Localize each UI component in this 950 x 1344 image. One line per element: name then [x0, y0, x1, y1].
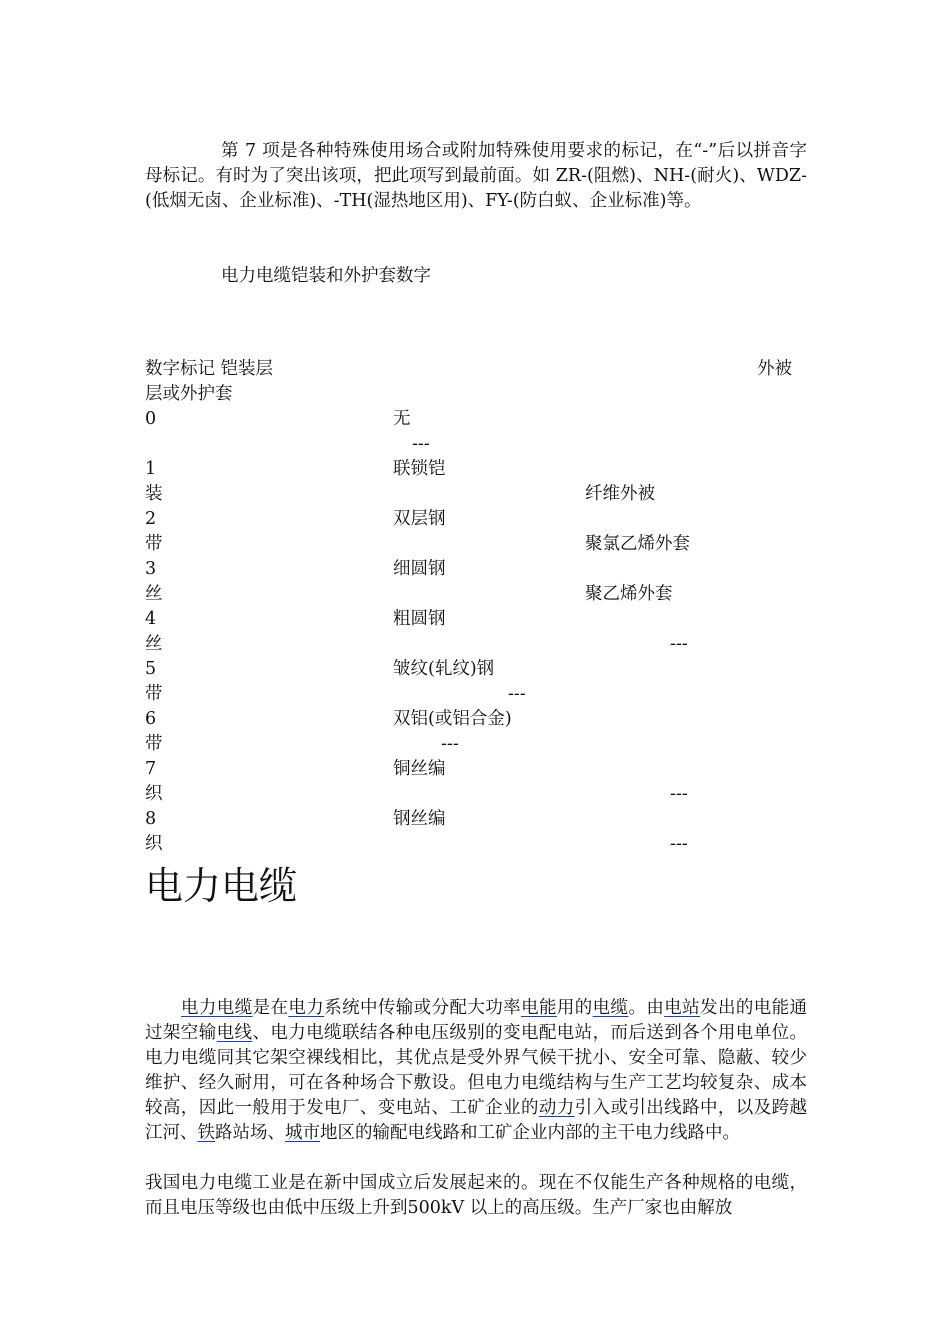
article-paragraph-2: 我国电力电缆工业是在新中国成立后发展起来的。现在不仅能生产各种规格的电缆，而且电压等级也由低中压级上升到500kV 以上的高压级。生产厂家也由解放 — [145, 1173, 807, 1218]
text-run: 引入或引出线路中，以及跨越江河、 — [145, 1098, 808, 1143]
table-cell-armor: --- — [412, 434, 430, 454]
table-cell-code: 1 — [145, 459, 157, 479]
text-run: 、电力电缆联结各种电压级别的变电配电站，而后送到各个用电单位。电力电缆同其它架空裸线相比，其优点是受外界气候干扰小、安全可靠、隐蔽、较少维护、经久耐用，可在各种场合下敷设。但电力电缆结构与生产工艺均较复杂、成本较高，因此一般用于发电厂、变电站、工矿企业的 — [145, 1023, 808, 1118]
table-cell-code: 7 — [145, 759, 157, 779]
text-run: 地区的输配电线路和工矿企业内部的主干电力线路中。 — [320, 1123, 740, 1143]
table-title: 电力电缆铠装和外护套数字 — [221, 266, 431, 286]
link-wire[interactable]: 电线 — [216, 1023, 253, 1043]
table-cell-armor: --- — [508, 684, 526, 704]
table-cell-armor: 皱纹(轧纹)钢 — [393, 659, 495, 679]
table-cell-armor: 铜丝编 — [393, 759, 446, 779]
article-paragraph-1 — [145, 996, 807, 1146]
table-cell-armor: 联锁铠 — [393, 459, 446, 479]
table-header-left: 数字标记 铠装层 — [145, 359, 274, 379]
table-cell-code: 装 — [145, 484, 163, 504]
table-cell-code: 8 — [145, 809, 157, 829]
table-cell-sheath: --- — [670, 784, 688, 804]
table-cell-code: 织 — [145, 784, 163, 804]
table-cell-sheath: 聚乙烯外套 — [585, 584, 673, 604]
text-run: 系统中传输或分配大功率 — [324, 998, 522, 1018]
text-run: 用的 — [556, 998, 593, 1018]
table-cell-armor: 双层钢 — [393, 509, 446, 529]
text-run: 是在 — [252, 998, 289, 1018]
table-cell-code: 丝 — [145, 584, 163, 604]
link-cable[interactable]: 电缆 — [592, 998, 629, 1018]
table-cell-sheath: 聚氯乙烯外套 — [585, 534, 690, 554]
table-cell-sheath: --- — [670, 834, 688, 854]
table-cell-armor: 钢丝编 — [393, 809, 446, 829]
table-cell-code: 0 — [145, 409, 157, 429]
text-run: 路站场、 — [215, 1123, 285, 1143]
table-cell-sheath: --- — [670, 634, 688, 654]
table-header-continued: 层或外护套 — [145, 384, 233, 404]
table-cell-code: 带 — [145, 534, 163, 554]
table-cell-sheath: 纤维外被 — [585, 484, 655, 504]
table-cell-code: 4 — [145, 609, 157, 629]
table-cell-armor: 无 — [393, 409, 411, 429]
table-cell-code: 带 — [145, 684, 163, 704]
table-cell-code: 2 — [145, 509, 157, 529]
link-motive-power[interactable]: 动力 — [538, 1098, 575, 1118]
table-cell-armor: 粗圆钢 — [393, 609, 446, 629]
table-cell-code: 带 — [145, 734, 163, 754]
link-city[interactable]: 城市 — [285, 1123, 320, 1143]
link-power-cable[interactable]: 电力电缆 — [181, 998, 253, 1018]
table-cell-armor: 双铝(或铝合金) — [393, 709, 512, 729]
table-cell-armor: --- — [441, 734, 459, 754]
intro-paragraph: 第 7 项是各种特殊使用场合或附加特殊使用要求的标记，在“-”后以拼音字母标记。有时为了突出该项，把此项写到最前面。如 ZR-(阻燃)、NH-(耐火)、WDZ-(低烟无卤、企业标准)、-TH(湿热地区用)、FY-(防白蚁、企业标准)等。 — [145, 141, 807, 211]
article-heading: 电力电缆 — [145, 864, 298, 908]
table-cell-code: 丝 — [145, 634, 163, 654]
table-cell-code: 5 — [145, 659, 157, 679]
link-power[interactable]: 电力 — [288, 998, 325, 1018]
table-cell-code: 3 — [145, 559, 157, 579]
table-cell-code: 织 — [145, 834, 163, 854]
table-cell-armor: 细圆钢 — [393, 559, 446, 579]
link-railway[interactable]: 铁 — [197, 1123, 215, 1143]
link-electric-energy[interactable]: 电能 — [521, 998, 557, 1018]
link-power-station[interactable]: 电站 — [664, 998, 701, 1018]
table-header-right: 外被 — [757, 359, 792, 379]
table-cell-code: 6 — [145, 709, 157, 729]
text-run: 发出的电能通过架空输 — [145, 998, 808, 1043]
text-run: 。由 — [628, 998, 665, 1018]
